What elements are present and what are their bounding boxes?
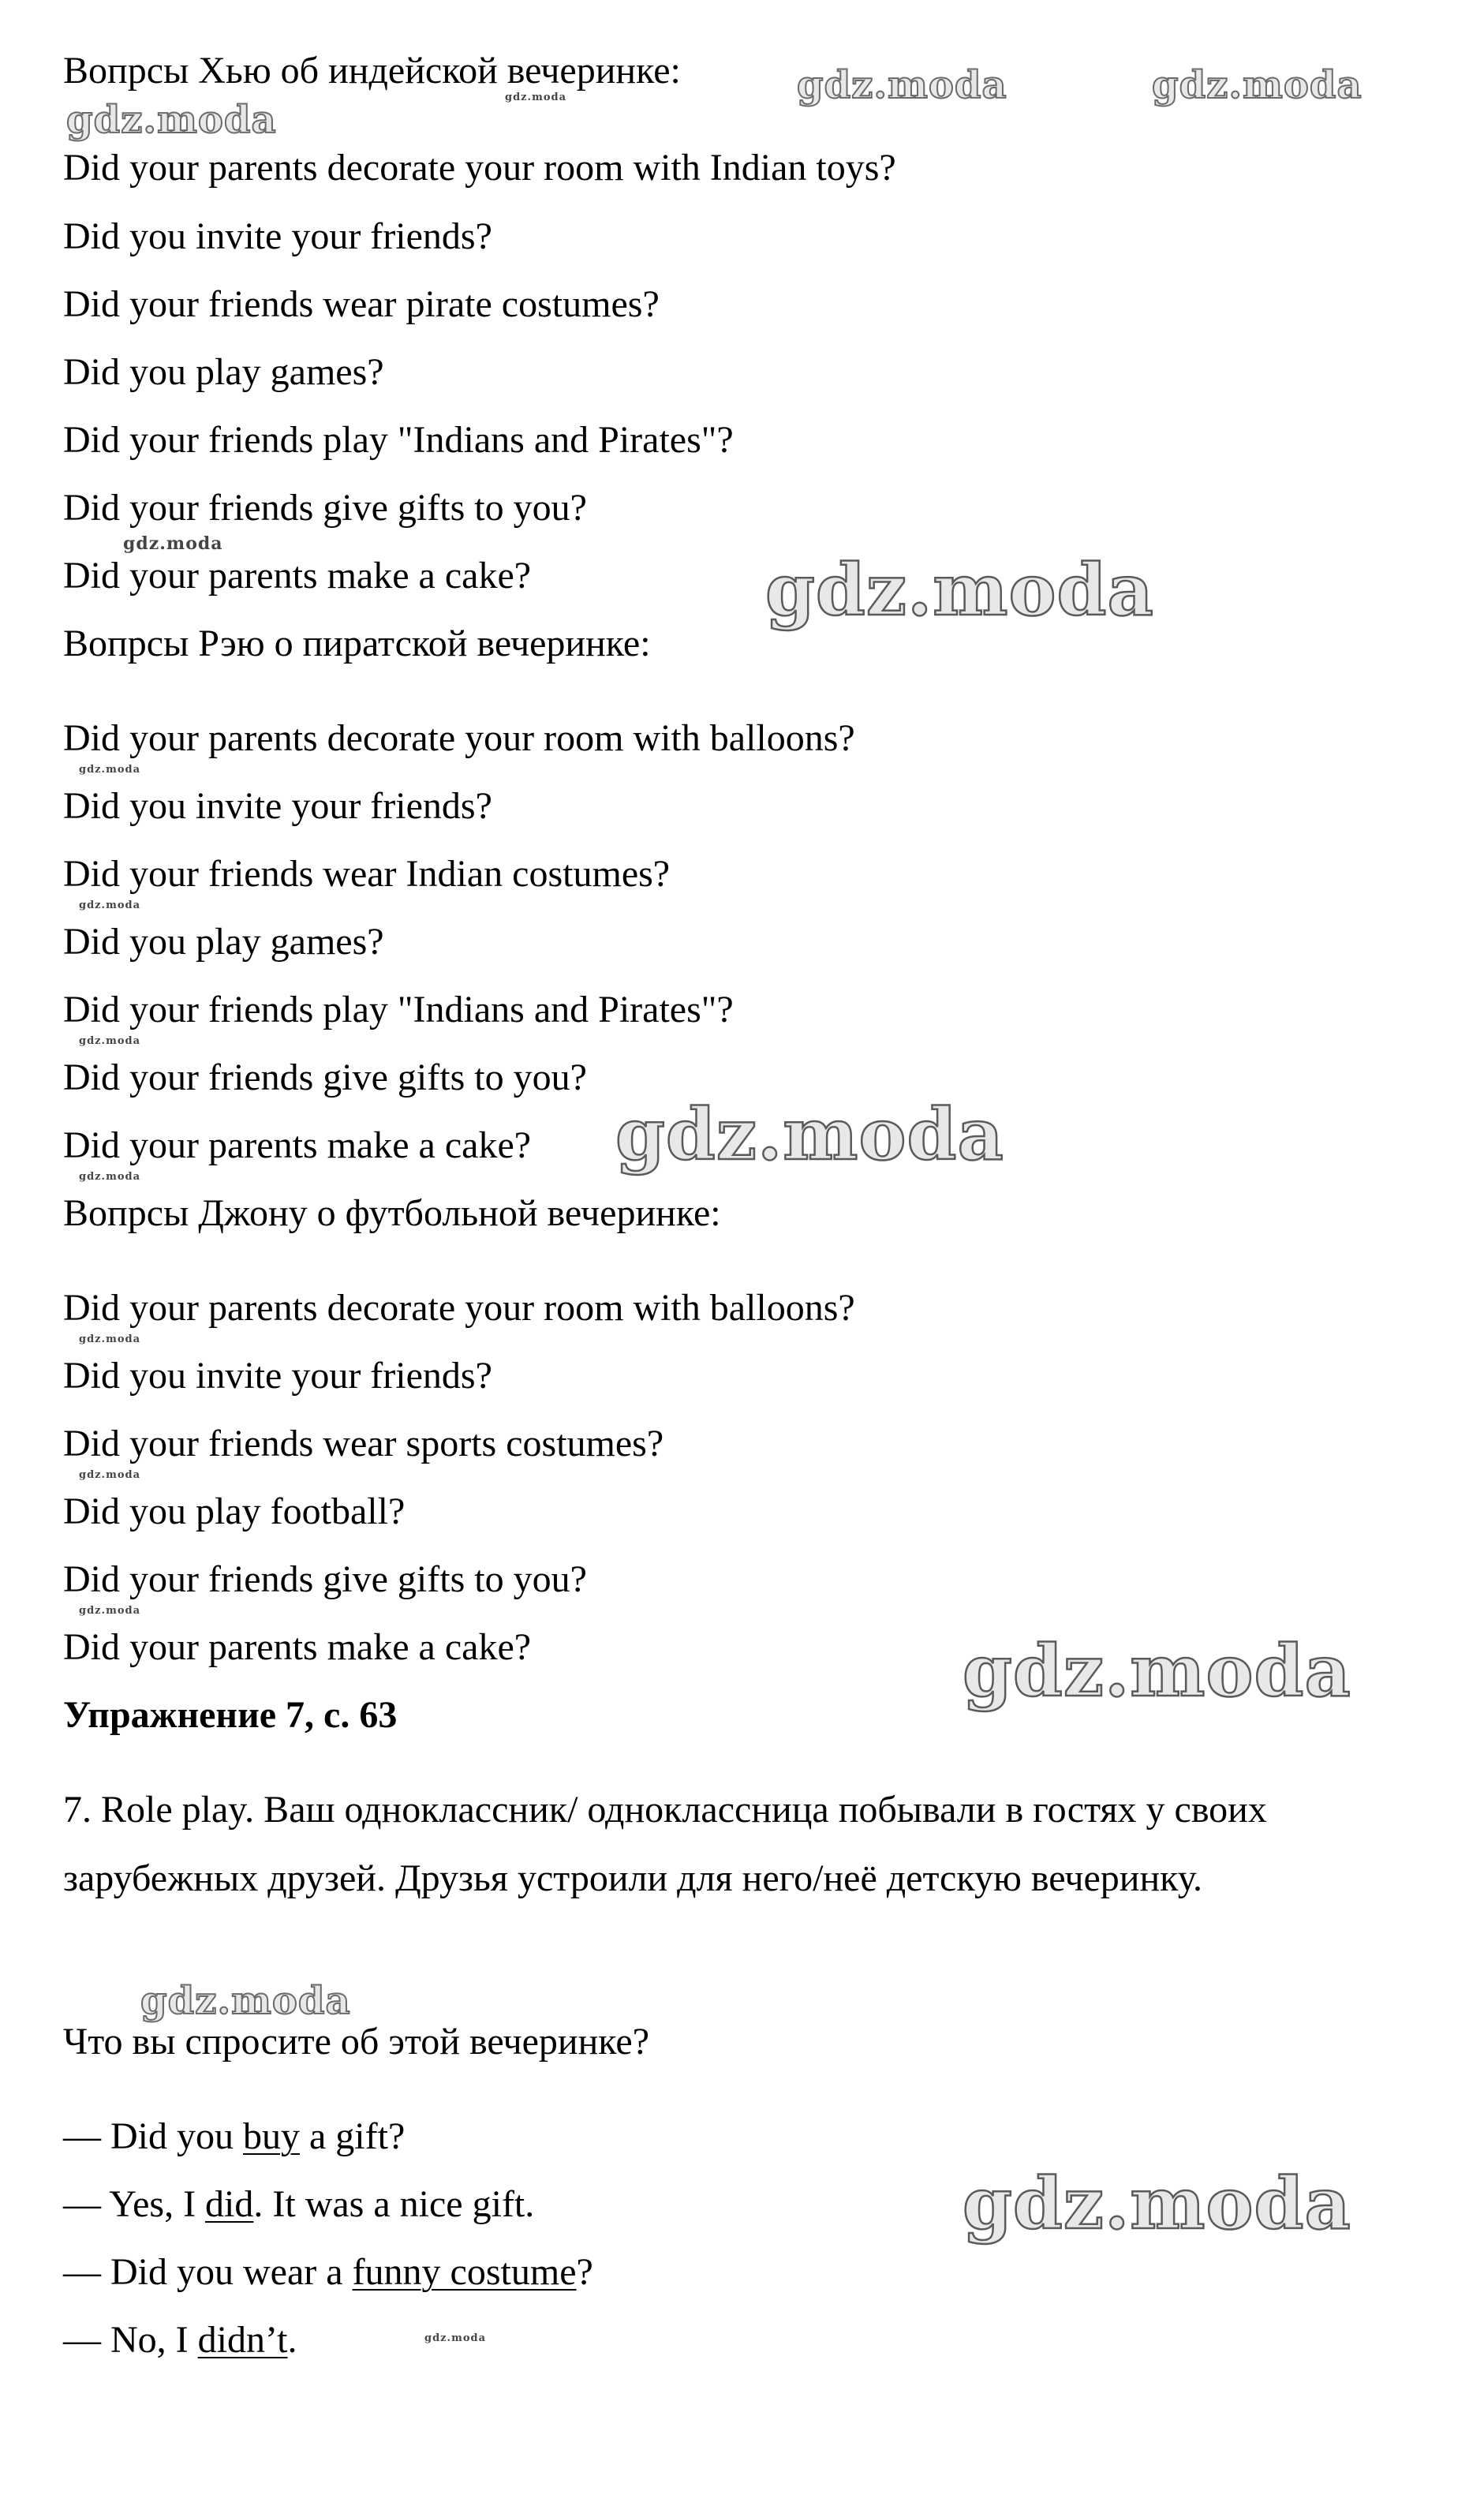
- question-line: Did your parents make a cake?: [63, 555, 532, 597]
- watermark: gdz.moda: [963, 2162, 1351, 2246]
- section-header-ray: Вопрсы Рэю о пиратской вечеринке:: [63, 623, 651, 664]
- watermark: gdz.moda: [615, 1093, 1004, 1176]
- exercise-heading: Упражнение 7, с. 63: [63, 1694, 398, 1736]
- watermark: gdz.moda: [66, 98, 277, 142]
- dialogue-text: ?: [576, 2251, 593, 2293]
- dialogue-underlined: funny costume: [352, 2251, 577, 2293]
- watermark: gdz.moda: [79, 1605, 141, 1617]
- section-header-john: Вопрсы Джону о футбольной вечеринке:: [63, 1192, 721, 1234]
- question-line: Did your friends give gifts to you?: [63, 1057, 587, 1098]
- watermark: gdz.moda: [797, 63, 1007, 107]
- dialogue-line: [63, 2181, 534, 2228]
- question-line: Did your friends wear sports costumes?: [63, 1423, 664, 1464]
- question-line: Did your parents make a cake?: [63, 1626, 532, 1668]
- watermark: gdz.moda: [79, 1333, 141, 1345]
- question-line: Did your friends wear pirate costumes?: [63, 283, 660, 325]
- watermark: gdz.moda: [79, 1469, 141, 1481]
- watermark: gdz.moda: [424, 2332, 487, 2344]
- question-line: Did your friends wear Indian costumes?: [63, 853, 671, 895]
- dialogue-text: Did you: [110, 2115, 243, 2157]
- exercise-question: Что вы спросите об этой вечеринке?: [63, 2021, 650, 2063]
- dialogue-dash: —: [63, 2251, 110, 2293]
- dialogue-line: [63, 2113, 405, 2160]
- question-line: Did you invite your friends?: [63, 1355, 492, 1397]
- dialogue-line: [63, 2249, 593, 2296]
- watermark: gdz.moda: [1152, 63, 1363, 107]
- question-line: Did your parents decorate your room with Indian toys?: [63, 147, 896, 189]
- dialogue-text: Yes, I: [109, 2183, 206, 2225]
- dialogue-text: a gift?: [300, 2115, 406, 2157]
- question-line: Did your parents decorate your room with balloons?: [63, 1287, 855, 1329]
- question-line: Did you play games?: [63, 921, 384, 963]
- watermark: gdz.moda: [123, 533, 223, 554]
- watermark: gdz.moda: [79, 1035, 141, 1047]
- watermark: gdz.moda: [505, 92, 567, 103]
- dialogue-text: .: [287, 2319, 297, 2361]
- watermark: gdz.moda: [765, 548, 1154, 632]
- question-line: Did your friends give gifts to you?: [63, 487, 587, 529]
- dialogue-text: . It was a nice gift.: [253, 2183, 535, 2225]
- watermark: gdz.moda: [140, 1979, 351, 2023]
- dialogue-underlined: did: [205, 2183, 254, 2225]
- question-line: Did your friends give gifts to you?: [63, 1558, 587, 1600]
- dialogue-underlined: didn’t: [197, 2319, 288, 2361]
- question-line: Did you invite your friends?: [63, 785, 492, 827]
- watermark: gdz.moda: [79, 899, 141, 911]
- dialogue-line: [63, 2317, 297, 2364]
- dialogue-dash: —: [63, 2319, 110, 2361]
- question-line: Did your parents decorate your room with balloons?: [63, 717, 855, 759]
- watermark: gdz.moda: [963, 1629, 1351, 1713]
- question-line: Did you play football?: [63, 1490, 406, 1532]
- question-line: Did your parents make a cake?: [63, 1124, 532, 1166]
- dialogue-dash: —: [63, 2183, 110, 2225]
- section-header-hugh: Вопрсы Хью об индейской вечеринке:: [63, 50, 681, 92]
- question-line: Did your friends play "Indians and Pirates"?: [63, 419, 734, 461]
- dialogue-text: Did you wear a: [110, 2251, 353, 2293]
- dialogue-underlined: buy: [243, 2115, 300, 2157]
- question-line: Did your friends play "Indians and Pirates"?: [63, 989, 734, 1030]
- watermark: gdz.moda: [79, 1171, 141, 1183]
- question-line: Did you play games?: [63, 351, 384, 393]
- question-line: Did you invite your friends?: [63, 215, 492, 257]
- exercise-task: 7. Role play. Ваш одноклассник/ одноклассница побывали в гостях у своих зарубежных друзей. Друзья устроили для него/неё детскую вечеринку.: [63, 1789, 1267, 1899]
- dialogue-text: No, I: [110, 2319, 198, 2361]
- dialogue-dash: —: [63, 2115, 110, 2157]
- watermark: gdz.moda: [79, 764, 141, 776]
